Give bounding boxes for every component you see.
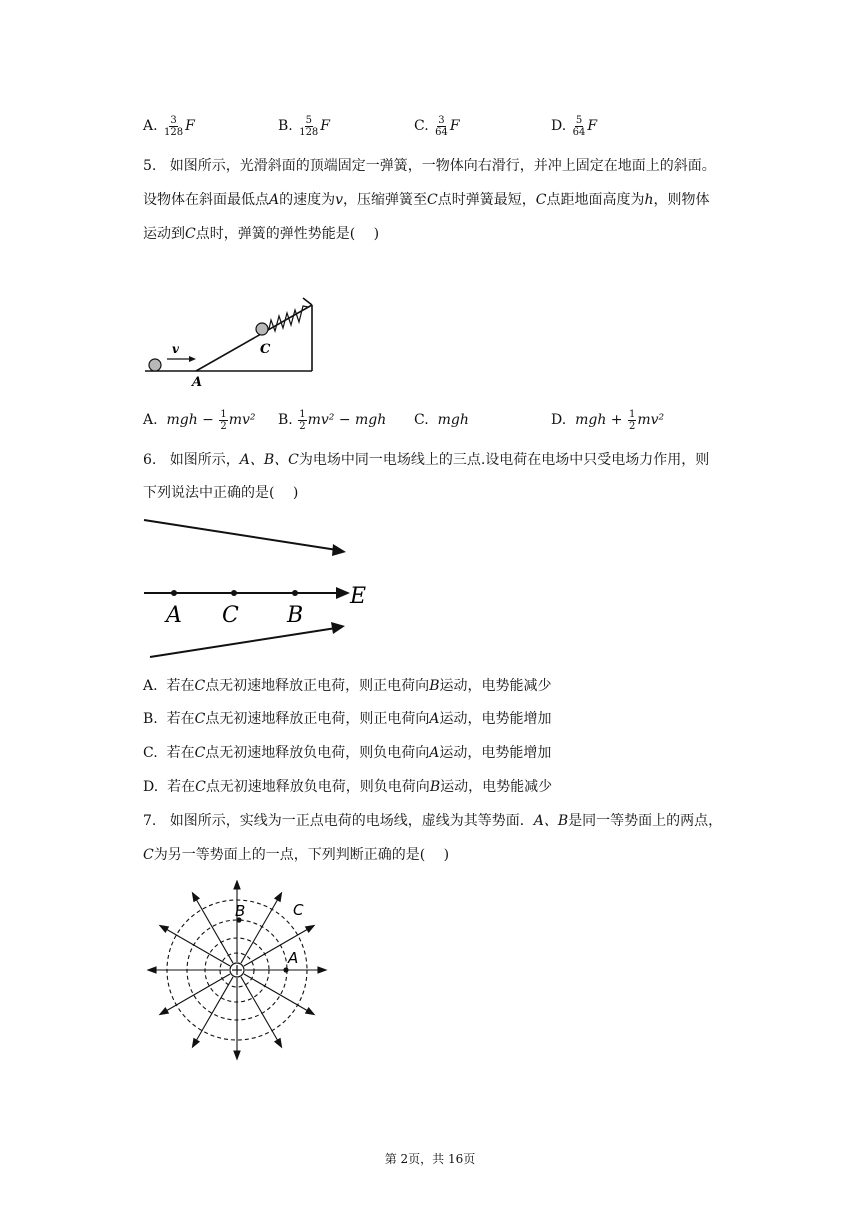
- q5-line-1: 5. 如图所示，光滑斜面的顶端固定一弹簧，一物体向右滑行，并冲上固定在地面上的斜面。: [143, 158, 716, 174]
- velocity-label: v: [172, 342, 179, 356]
- q5-option-c: C. mgh: [414, 412, 469, 428]
- q5-option-b: B. $\frac{1}{2}$ mv² − mgh: [278, 408, 387, 432]
- q5-option-d: D. mgh + $\frac{1}{2}$ mv²: [551, 408, 665, 432]
- q4-option-c: C. $\frac{3}{64}$ F: [414, 114, 460, 138]
- ball-at-c: [256, 323, 268, 335]
- point-c-label: C: [293, 901, 304, 919]
- q6-line-1: 6. 如图所示，A、B、C为电场中同一电场线上的三点.设电荷在电场中只受电场力作用，则: [143, 452, 710, 468]
- point-c-label: C: [260, 342, 271, 357]
- field-line: [194, 896, 233, 964]
- q7-line-2: C为另一等势面上的一点，下列判断正确的是( ): [143, 847, 450, 863]
- q5-option-a: A. mgh − $\frac{1}{2}$ mv²: [143, 408, 256, 432]
- field-line: [241, 896, 280, 964]
- point-a-dot: [283, 967, 288, 972]
- q5-line-2: 设物体在斜面最低点A的速度为v，压缩弹簧至C点时弹簧最短，C点距地面高度为h，则物体: [143, 192, 710, 208]
- field-line: [163, 927, 231, 966]
- ball-at-start: [149, 359, 161, 371]
- field-line-arrowhead: [318, 967, 326, 973]
- point-b-label: B: [235, 902, 246, 920]
- field-line: [194, 977, 233, 1045]
- field-line-arrowhead: [306, 1008, 314, 1015]
- q5-line-3: 运动到C点时，弹簧的弹性势能是( ): [143, 226, 380, 242]
- q6-option-c: C. 若在C点无初速地释放负电荷，则负电荷向A运动，电势能增加: [143, 745, 552, 761]
- point-c-dot: [231, 590, 237, 596]
- field-line-arrowhead: [234, 1051, 240, 1059]
- field-line-arrowhead: [148, 967, 156, 973]
- field-line-arrowhead: [234, 881, 240, 889]
- page-footer: 第 2页，共 16页: [384, 1152, 476, 1166]
- point-a-label: A: [166, 603, 182, 628]
- point-b-dot: [292, 590, 298, 596]
- field-e-label: E: [350, 584, 367, 609]
- point-c-label: C: [222, 603, 239, 628]
- point-a-label: A: [288, 949, 299, 967]
- field-line-arrowhead: [160, 1008, 168, 1015]
- q5-incline-figure: [140, 285, 330, 390]
- q7-point-charge-figure: [147, 880, 329, 1062]
- field-line: [241, 977, 280, 1045]
- field-line-arrowhead: [275, 893, 282, 901]
- q6-option-d: D. 若在C点无初速地释放负电荷，则负电荷向B运动，电势能减少: [143, 779, 553, 795]
- q6-option-a: A. 若在C点无初速地释放正电荷，则正电荷向B运动，电势能减少: [143, 678, 552, 694]
- field-line-arrowhead: [160, 926, 168, 933]
- q6-option-b: B. 若在C点无初速地释放正电荷，则正电荷向A运动，电势能增加: [143, 711, 552, 727]
- field-line-arrowhead: [193, 893, 200, 901]
- q6-field-figure: [140, 510, 380, 665]
- point-a-label: A: [192, 375, 203, 390]
- q7-line-1: 7. 如图所示，实线为一正点电荷的电场线，虚线为其等势面．A、B是同一等势面上的两点，: [143, 813, 723, 829]
- field-line-arrowhead: [275, 1039, 282, 1047]
- point-a-dot: [171, 590, 177, 596]
- field-line: [244, 927, 312, 966]
- q4-option-a: A. $\frac{3}{128}$ F: [143, 114, 195, 138]
- q6-line-2: 下列说法中正确的是( ): [143, 485, 299, 501]
- point-b-label: B: [287, 603, 304, 628]
- field-line-arrowhead: [193, 1039, 200, 1047]
- field-line: [244, 974, 312, 1013]
- field-line: [163, 974, 231, 1013]
- q4-option-b: B. $\frac{5}{128}$ F: [278, 114, 331, 138]
- q4-option-d: D. $\frac{5}{64}$ F: [551, 114, 598, 138]
- field-line-arrowhead: [306, 926, 314, 933]
